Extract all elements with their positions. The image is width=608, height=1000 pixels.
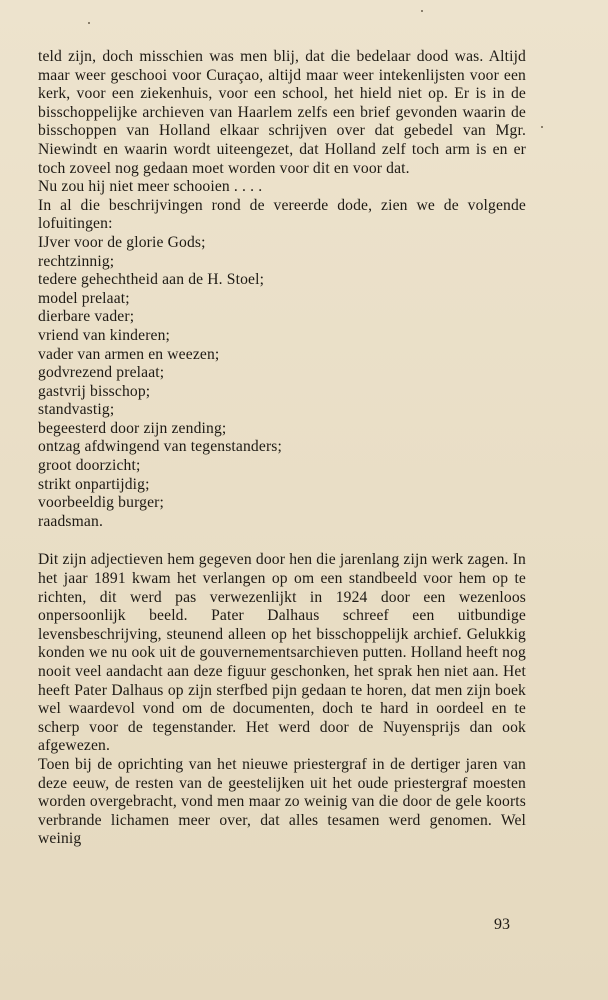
list-item: standvastig; xyxy=(38,401,115,419)
paragraph-2: Nu zou hij niet meer schooien . . . . xyxy=(38,178,263,196)
list-item: vader van armen en weezen; xyxy=(38,345,220,363)
list-item: dierbare vader; xyxy=(38,308,135,326)
list-item: raadsman. xyxy=(38,512,103,530)
list-item: rechtzinnig; xyxy=(38,252,115,270)
list-item: groot doorzicht; xyxy=(38,457,141,475)
paragraph-5: Toen bij de oprichting van het nieuwe priestergraf in de dertiger jaren van deze eeuw, de resten van de geestelijken uit het oude priestergraf moesten worden overgebracht, vond men maar zo weinig van die door de gele koorts verbrande lichamen meer over, dat alles tesamen werd genomen. Wel weinig xyxy=(38,755,526,848)
list-item: ontzag afdwingend van tegenstanders; xyxy=(38,438,282,456)
list-item: vriend van kinderen; xyxy=(38,326,171,344)
page-number: 93 xyxy=(494,916,510,933)
paper-speck xyxy=(541,126,543,128)
paper-speck xyxy=(88,22,90,24)
list-item: begeesterd door zijn zending; xyxy=(38,419,227,437)
list-item: IJver voor de glorie Gods; xyxy=(38,233,206,251)
list-item: tedere gehechtheid aan de H. Stoel; xyxy=(38,271,265,289)
paragraph-1: teld zijn, doch misschien was men blij, dat die bedelaar dood was. Altijd maar weer geschooi voor Curaçao, altijd maar weer intekenlijsten voor een kerk, voor een ziekenhuis, voor een school, het hield niet op. Er is in de bisschoppelijke archieven van Haarlem zelfs een brief gevonden waarin de bisschoppen van Holland elkaar schrijven over dat gebedel van Mgr. Niewindt en waarin wordt uiteengezet, dat Holland zelf toch arm is en er toch zoveel nog gedaan moet worden voor dit en voor dat. xyxy=(38,48,526,177)
paragraph-gap xyxy=(38,531,526,551)
paragraph-4: Dit zijn adjectieven hem gegeven door hen die jarenlang zijn werk zagen. In het jaar 1891 kwam het verlangen op om een standbeeld voor hem op te richten, dit werd pas verwezenlijkt in 1924 door een wezenloos onpersoonlijk beeld. Pater Dalhaus schreef een uitbundige levensbeschrijving, steunend alleen op het bisschoppelijk archief. Gelukkig konden we nu ook uit de gouvernementsarchieven putten. Holland heeft nog nooit veel aandacht aan deze figuur geschonken, het sprak hen niet aan. Het heeft Pater Dalhaus op zijn sterfbed pijn gedaan te horen, dat men zijn boek wel waardevol vond om de documenten, doch te hard in oordeel en te scherp voor de tegenstander. Het werd door de Nuyensprijs dan ook afgewezen. xyxy=(38,551,526,755)
body-text xyxy=(38,48,526,849)
list-item: voorbeeldig burger; xyxy=(38,494,164,512)
list-item: model prelaat; xyxy=(38,289,130,307)
list-item: gastvrij bisschop; xyxy=(38,382,151,400)
list-item: godvrezend prelaat; xyxy=(38,364,165,382)
praise-list xyxy=(38,234,526,532)
list-item: strikt onpartijdig; xyxy=(38,475,150,493)
paper-speck xyxy=(421,10,423,12)
paragraph-3: In al die beschrijvingen rond de vereerde dode, zien we de volgende lofuitingen: xyxy=(38,196,526,233)
